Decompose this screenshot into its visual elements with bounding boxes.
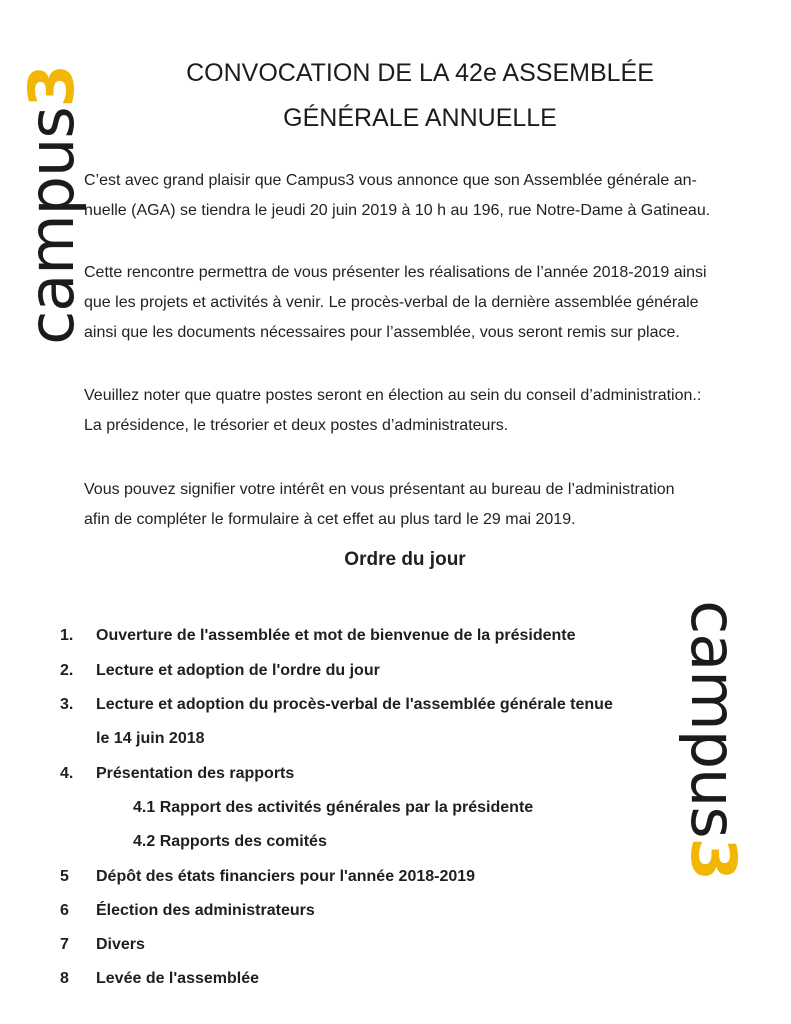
agenda-item-number: 1. xyxy=(60,627,74,644)
agenda-item-number: 4. xyxy=(60,765,74,782)
agenda-subitem-label: 4.1 Rapport des activités générales par la présidente xyxy=(133,799,534,816)
agenda-heading: Ordre du jour xyxy=(344,549,466,570)
agenda-item-label: Ouverture de l'assemblée et mot de bienvenue de la présidente xyxy=(96,627,576,644)
paragraph-line: Cette rencontre permettra de vous présenter les réalisations de l’année 2018-2019 ainsi xyxy=(84,264,707,281)
paragraph-line: afin de compléter le formulaire à cet effet au plus tard le 29 mai 2019. xyxy=(84,511,576,528)
agenda-item-label: Dépôt des états financiers pour l'année 2018-2019 xyxy=(96,868,476,885)
paragraph-interest xyxy=(84,475,724,535)
logo-number: 3 xyxy=(677,837,750,880)
agenda-item-label: Lecture et adoption de l'ordre du jour xyxy=(96,662,380,679)
agenda-item-number: 3. xyxy=(60,696,74,713)
paragraph-line: que les projets et activités à venir. Le procès-verbal de la dernière assemblée générale xyxy=(84,294,699,311)
agenda-item-number: 2. xyxy=(60,662,74,679)
logo-wordmark: campus xyxy=(15,107,88,345)
logo-wordmark: campus xyxy=(677,600,750,838)
agenda-item-label: le 14 juin 2018 xyxy=(96,730,205,747)
paragraph-line: ainsi que les documents nécessaires pour l’assemblée, vous seront remis sur place. xyxy=(84,324,680,341)
campus3-logo-left xyxy=(15,65,88,345)
paragraph-line: Vous pouvez signifier votre intérêt en vous présentant au bureau de l’administration xyxy=(84,481,675,498)
agenda-item-number: 6 xyxy=(60,902,69,919)
agenda-subitem-label: 4.2 Rapports des comités xyxy=(133,833,327,850)
agenda-item-number: 7 xyxy=(60,936,69,953)
paragraph-line: Veuillez noter que quatre postes seront en élection au sein du conseil d’administration.: xyxy=(84,387,702,404)
logo-number: 3 xyxy=(15,65,88,108)
paragraph-announcement xyxy=(84,166,724,226)
agenda-item-label: Présentation des rapports xyxy=(96,765,295,782)
paragraph-line: C’est avec grand plaisir que Campus3 vous annonce que son Assemblée générale an- xyxy=(84,172,697,189)
agenda-item-label: Levée de l'assemblée xyxy=(96,970,260,987)
agenda-item-number: 5 xyxy=(60,868,69,885)
paragraph-line: nuelle (AGA) se tiendra le jeudi 20 juin 2019 à 10 h au 196, rue Notre-Dame à Gatineau. xyxy=(84,202,711,219)
agenda-item-label: Lecture et adoption du procès-verbal de l'assemblée générale tenue xyxy=(96,696,613,713)
page-title-line-2: GÉNÉRALE ANNUELLE xyxy=(283,104,557,132)
agenda-item-label: Élection des administrateurs xyxy=(96,902,315,919)
paragraph-elections xyxy=(84,381,724,441)
campus3-logo-right xyxy=(677,600,750,880)
paragraph-meeting-purpose xyxy=(84,258,724,348)
agenda-item-number: 8 xyxy=(60,970,69,987)
page-title-line-1: CONVOCATION DE LA 42e ASSEMBLÉE xyxy=(186,59,654,87)
agenda-item-label: Divers xyxy=(96,936,145,953)
paragraph-line: La présidence, le trésorier et deux postes d’administrateurs. xyxy=(84,417,509,434)
